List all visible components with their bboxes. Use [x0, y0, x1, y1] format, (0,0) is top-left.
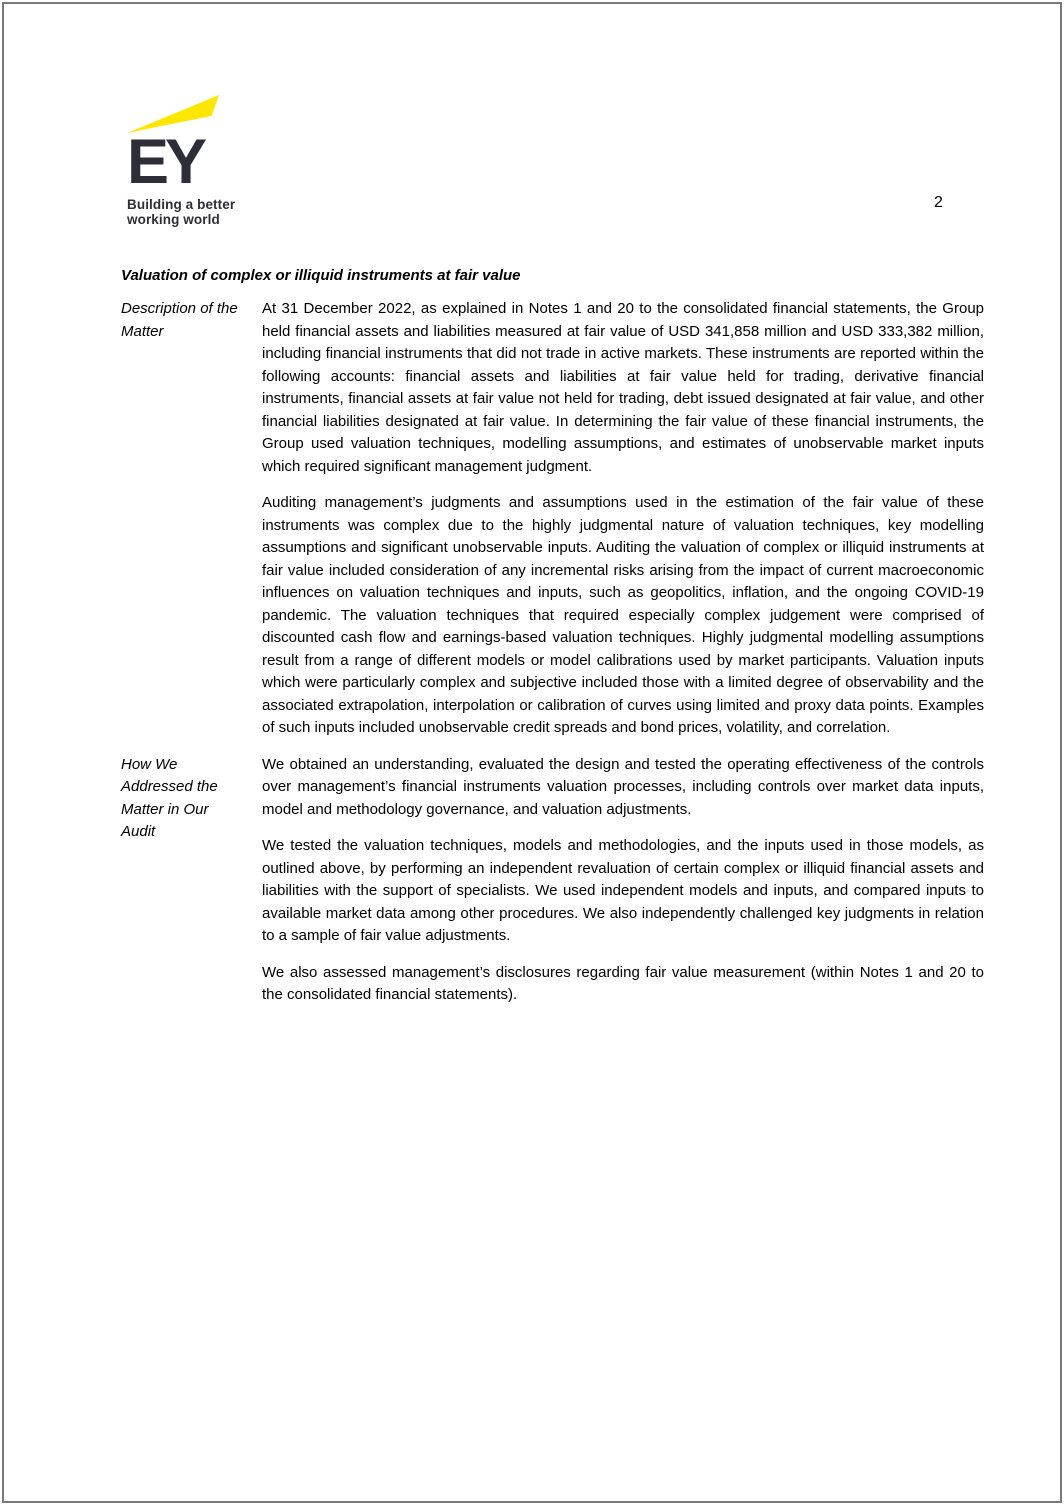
section-label: Description of the Matter — [121, 300, 238, 340]
section-how-we-addressed — [121, 754, 984, 1021]
ey-logo — [127, 95, 247, 227]
paragraph: We tested the valuation techniques, models and methodologies, and the inputs used in those models, as outlined above, by performing an independent revaluation of certain complex or illiquid financial assets and liabilities with the support of specialists. We used independent models and inputs, and compared inputs to available market data among other procedures. We also independently challenged key judgments in relation to a sample of fair value adjustments. — [262, 837, 984, 944]
ey-logo-tagline — [127, 198, 247, 227]
document-page — [2, 2, 1062, 1503]
paragraph: Auditing management’s judgments and assumptions used in the estimation of the fair value of these instruments was complex due to the highly judgmental nature of valuation techniques, key modelling assumptions and significant unobservable inputs. Auditing the valuation of complex or illiquid instruments at fair value included consideration of any incremental risks arising from the impact of current macroeconomic influences on valuation techniques and inputs, such as geopolitics, inflation, and the ongoing COVID-19 pandemic. The valuation techniques that required especially complex judgement were comprised of discounted cash flow and earnings-based valuation techniques. Highly judgmental modelling assumptions result from a range of different models or model calibrations used by market participants. Valuation inputs which were particularly complex and subjective included those with a limited degree of observability and the associated extrapolation, interpolation or calibration of curves using limited and proxy data points. Examples of such inputs included unobservable credit spreads and bond prices, volatility, and correlation. — [262, 494, 984, 736]
section-label: How We Addressed the Matter in Our Audit — [121, 755, 218, 840]
section-description-of-the-matter — [121, 298, 984, 754]
paragraph: We also assessed management’s disclosures regarding fair value measurement (within Notes 1 and 20 to the consolidated financial statements). — [262, 963, 984, 1003]
document-content — [121, 265, 984, 1021]
page-number: 2 — [934, 194, 943, 211]
ey-logo-letters: EY — [127, 127, 204, 197]
ey-tagline-line2: working world — [127, 211, 220, 227]
paragraph: We obtained an understanding, evaluated the design and tested the operating effectiveness of the controls over management’s financial instruments valuation processes, including controls over market data inputs, model and methodology governance, and valuation adjustments. — [262, 755, 984, 818]
section-body — [262, 298, 984, 754]
section-body — [262, 754, 984, 1021]
ey-tagline-line1: Building a better — [127, 197, 236, 212]
document-heading: Valuation of complex or illiquid instruments at fair value — [121, 267, 521, 284]
paragraph: At 31 December 2022, as explained in Notes 1 and 20 to the consolidated financial statements, the Group held financial assets and liabilities measured at fair value of USD 341,858 million and USD 333,382 million, including financial instruments that did not trade in active markets. These instruments are reported within the following accounts: financial assets and liabilities at fair value held for trading, derivative financial instruments, financial assets at fair value not held for trading, debt issued designated at fair value, and other financial liabilities designated at fair value. In determining the fair value of these financial instruments, the Group used valuation techniques, modelling assumptions, and estimates of unobservable market inputs which required significant management judgment. — [262, 300, 984, 475]
